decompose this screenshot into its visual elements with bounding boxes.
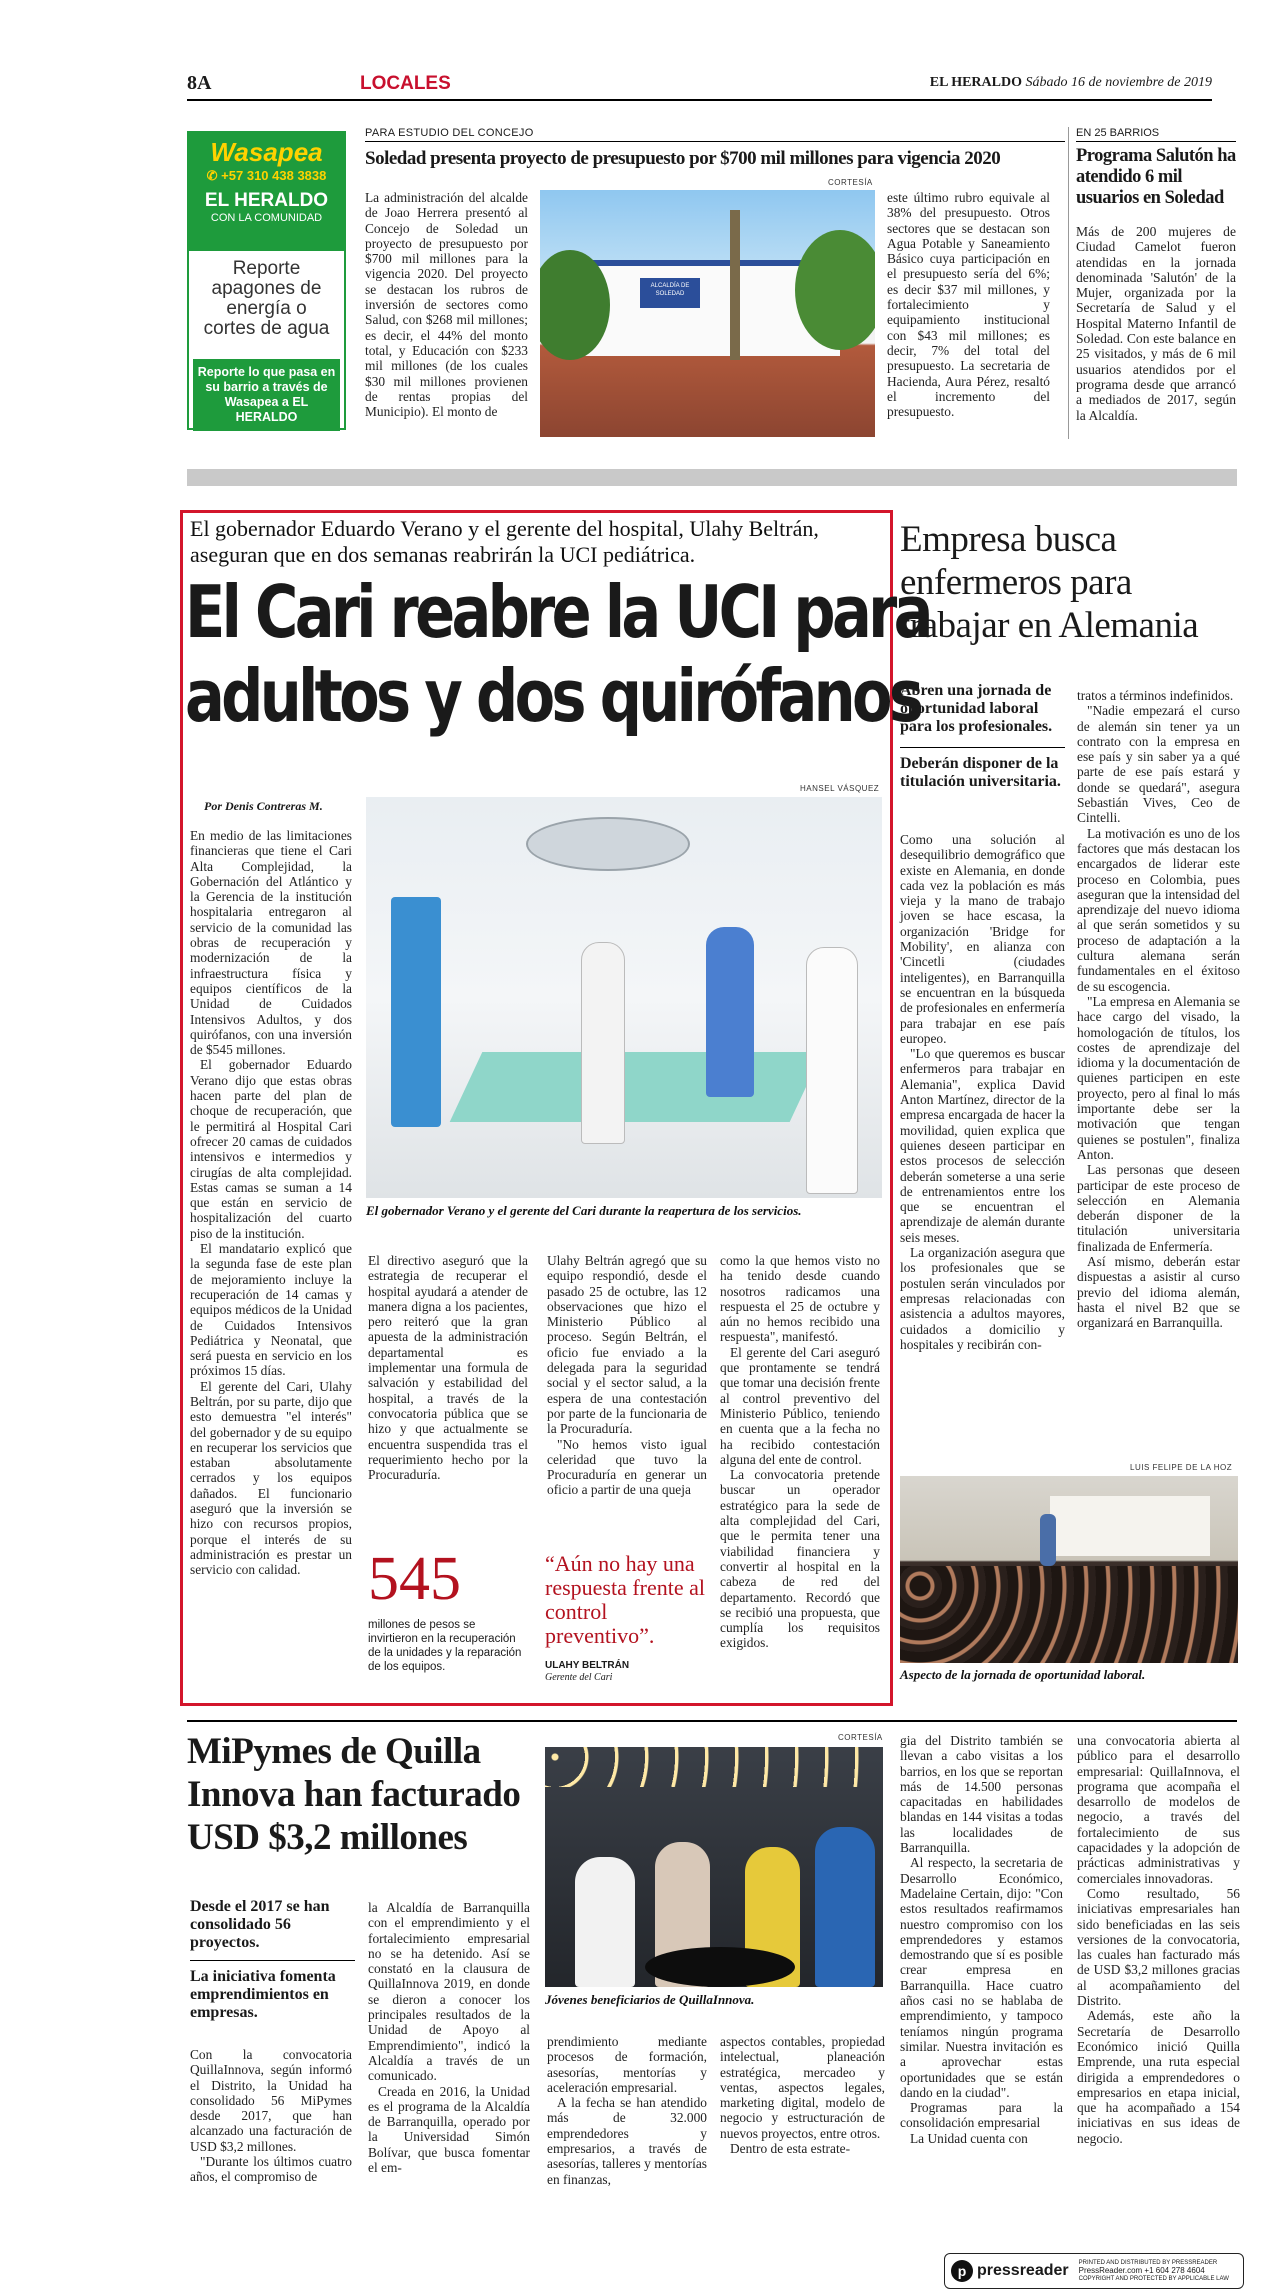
soledad-col-1: La administración del alcalde de Joao Herrera presentó al Concejo de Soledad un proyecto de presupuesto por $700 mil millones para la vigencia 2020. Del proyecto se destacan los rubros de inversión de sectores como Salud, con $268 mil millones; es decir, el 44% del monto total, y Educación con $233 mil millones (de los cuales $30 mil millones provienen de rentas propias del Municipio). El monto de [365, 190, 528, 420]
mipymes-headline: MiPymes de Quilla Innova han facturado USD $3,2 millones [187, 1731, 521, 1858]
cari-quote-name: ULAHY BELTRÁN [545, 1660, 630, 1671]
cari-col-3: Ulahy Beltrán agregó que su equipo respondió, desde el pasado 25 de octubre, las 12 observaciones que hizo el Ministerio Público al proceso. Según Beltrán, el oficio fue enviado a la delegada para la seguridad social y el sector salud, a la espera de una contestación por parte de la funcionaria de la Procuraduría. "No hemos visto igual celeridad que tuvo la Procuraduría en generar un oficio a partir de una queja [547, 1253, 707, 1498]
mipymes-col-2: la Alcaldía de Barranquilla con el emprendimiento y el fortalecimiento empresarial no se ha detenido. Así se constató en la clausura de QuillaInnova 2019, en donde se dieron a conocer los principales resultados de la Unidad de Apoyo al Emprendimiento", indicó la Alcaldía a través de un comunicado. Creada en 2016, la Unidad es el programa de la Alcaldía de Barranquilla, operado por la Universidad Simón Bolívar, que busca fomentar el em- [368, 1900, 530, 2176]
column-divider [1068, 127, 1069, 439]
wasapea-cta[interactable]: Reporte lo que pasa en su barrio a través de Wasapea a EL HERALDO [193, 359, 340, 431]
saluton-headline: Programa Salutón ha atendido 6 mil usuarios en Soledad [1076, 146, 1236, 208]
mipymes-col-3: prendimiento mediante procesos de formación, asesorías, mentorías y aceleración empresarial. A la fecha se han atendido más de 32.000 emprendedores y empresarios, a través de asesorías, talleres y mentorías en finanzas, [547, 2034, 707, 2187]
lights [545, 1747, 883, 1787]
wasapea-header [189, 133, 344, 251]
building-sign: ALCALDÍA DE SOLEDAD [640, 278, 700, 308]
page-number: 8A [187, 72, 212, 94]
mipymes-col-1: Con la convocatoria QuillaInnova, según informó el Distrito, la Unidad ha consolidado 56 MiPymes desde 2017, que han alcanzado una facturación de USD $3,2 millones. "Durante los últimos cuatro años, el compromiso de [190, 2047, 352, 2185]
dateline [930, 75, 1212, 91]
mipymes-credit: CORTESÍA [838, 1733, 883, 1742]
person-2 [706, 927, 754, 1097]
issue-date: Sábado 16 de noviembre de 2019 [1025, 75, 1212, 90]
paper-name: EL HERALDO [929, 75, 1022, 90]
wasapea-brand: EL HERALDO [204, 190, 329, 211]
mipymes-col-4: aspectos contables, propiedad intelectual, planeación estratégica, mercadeo y ventas, aspectos legales, marketing digital, modelo de negocio y estructuración de nuevos proyectos, entre otros. Dentro de esta estrate- [720, 2034, 885, 2157]
cari-stat-value: 545 [368, 1545, 461, 1613]
person-d [815, 1827, 875, 1987]
cari-headline-1: El Cari reabre la UCI para [185, 570, 930, 654]
alemania-deck-rule [900, 747, 1065, 748]
section-label: LOCALES [360, 73, 451, 94]
cari-deck: El gobernador Eduardo Verano y el gerente del hospital, Ulahy Beltrán, aseguran que en dos semanas reabrirán la UCI pediátrica. [190, 516, 819, 567]
cari-col-2: El directivo aseguró que la estrategia de recuperar el hospital ayudará a atender de manera digna a los pacientes, pero reiteró que la gran apuesta de la administración departamental es implementar una formula de salvación y estabilidad del hospital, a través de la convocatoria pública que se hizo y que actualmente se encuentra suspendida tras el requerimiento hecho por la Procuraduría. [368, 1253, 528, 1483]
cari-col-4: como la que hemos visto no ha tenido desde cuando nosotros radicamos una respuesta el 25 de octubre y aún no hemos recibido una respuesta", manifestó. El gerente del Cari aseguró que prontamente se tendrá que tomar una decisión frente al control preventivo del Ministerio Público, teniendo en cuenta que a la fecha no ha recibido contestación alguna del ente de control. La convocatoria pretende buscar un operador estratégico para la sede de alta complejidad del Cari, que le permita tener una viabilidad financiera y convertir al hospital en la cabeza de red del departamento. Recordó que se recibió una propuesta, que cumplía los requisitos exigidos. [720, 1253, 880, 1651]
saluton-body: Más de 200 mujeres de Ciudad Camelot fueron atendidas en la jornada denominada 'Salutón' de la Mujer, organizada por la Secretaría de Salud y el Hospital Materno Infantil de Soledad. Con este balance en 25 visitados, y más de 6 mil usuarios atendidos por el programa desde que arrancó a mediados de 2017, según la Alcaldía. [1076, 224, 1236, 423]
alemania-photo [900, 1476, 1238, 1663]
soledad-headline: Soledad presenta proyecto de presupuesto por $700 mil millones para vigencia 2020 [365, 148, 1001, 169]
cari-quote: “Aún no hay una respuesta frente al control preventivo”. [545, 1551, 706, 1648]
mipymes-col-6: una convocatoria abierta al público para el desarrollo empresarial: QuillaInnova, el programa que acompaña el desarrollo de modelos de negocio, a través del fortalecimiento de sus capacidades y la adopción de prácticas administrativas y comerciales innovadoras. Como resultado, 56 iniciativas empresariales han sido beneficiadas en las seis versiones de la convocatoria, las cuales han facturado más de USD $3,2 millones gracias al acompañamiento del Distrito. Además, este año la Secretaría de Desarrollo Económico inició Quilla Emprende, una ruta especial dirigida a emprendedores o empresarios en etapa inicial, que ha acompañado a 154 iniciativas en sus ideas de negocio. [1077, 1733, 1240, 2146]
alemania-caption: Aspecto de la jornada de oportunidad laboral. [900, 1667, 1146, 1682]
wasapea-box[interactable] [187, 131, 346, 430]
soledad-credit: CORTESÍA [828, 178, 873, 187]
wasapea-logo: Wasapea [210, 137, 323, 167]
cari-photo [366, 797, 882, 1198]
audience [900, 1566, 1238, 1663]
wasapea-report: Reporte apagones de energía o cortes de agua [203, 258, 330, 339]
mipymes-deck-1: Desde el 2017 se han consolidado 56 proyectos. [190, 1898, 330, 1951]
cocktail-table [645, 1947, 795, 1987]
soledad-col-2: este último rubro equivale al 38% del presupuesto. Otros sectores que se destacan son Agua Potable y Saneamiento Básico cuya participación en el presupuesto sería del 6%; es decir $37 mil millones, y fortalecimiento y equipamiento institucional con $43 mil millones; es decir, 7% del total del presupuesto. La secretaria de Hacienda, Aura Pérez, resaltó el incremento del presupuesto. [887, 190, 1050, 420]
cari-credit: HANSEL VÁSQUEZ [800, 784, 880, 793]
person-1 [581, 942, 625, 1144]
speaker [1040, 1514, 1056, 1566]
masthead-rule [187, 99, 1212, 101]
pressreader-logo-icon: p [951, 2260, 973, 2282]
person-a [575, 1857, 635, 1987]
mipymes-caption: Jóvenes beneficiarios de QuillaInnova. [545, 1992, 755, 2007]
saluton-rule [1076, 141, 1236, 142]
alemania-col-2: tratos a términos indefinidos. "Nadie empezará el curso de alemán sin tener ya un contrato con la empresa en ese país y sin saber ya a qué parte de ese país estará y donde se quedará", asegura Sebastián Vives, Ceo de Cintelli. La motivación es uno de los factores que más destacan los encargados de liderar este proceso en Colombia, pues aseguran que la intensidad del aprendizaje del nuevo idioma al que serán sometidos y su proceso de adaptación a la cultura alemana serán fundamentales en el éxitoso de su escogencia. "La empresa en Alemania se hace cargo del visado, la homologación de títulos, los costes de aprendizaje del idioma y la documentación de quienes participen en este proyecto, pero al final lo más importante debe ser la motivación que tengan quienes se postulen", finaliza Anton. Las personas que deseen participar de este proceso de selección en Alemania deberán disponer de la titulación universitaria finalizada de Enfermería. Así mismo, deberán estar dispuestas a asistir al curso previo del idioma alemán, hasta el nivel B2 que se organizará en Barranquilla. [1077, 688, 1240, 1331]
cari-stat-text: millones de pesos se invirtieron en la recuperación de la unidades y la reparación de los equipos. [368, 1619, 522, 1673]
alemania-deck-1: Abren una jornada de oportunidad laboral para los profesionales. [900, 682, 1053, 735]
cari-byline: Por Denis Contreras M. [204, 799, 323, 813]
alemania-col-1: Como una solución al desequilibrio demográfico que existe en Alemania, en donde cada vez la población es más vieja y la mano de trabajo joven se hace escasa, la organización 'Bridge for Mobility', en alianza con 'Cincetli (ciudades inteligentes), en Barranquilla se encuentran en la búsqueda de profesionales en enfermería para trabajar en ese país europeo. "Lo que queremos es buscar enfermeros para trabajar en Alemania", explica David Anton Martínez, director de la empresa encargada de hacer la movilidad, quien explica que quienes deseen participar en estos procesos de selección deberán someterse a una serie de entrenamientos entre los que se encuentran el aprendizaje de alemán durante seis meses. La organización asegura que los profesionales que se postulen serán vinculados por empresas relacionadas con asistencia a adultos mayores, cuidados a domicilio y hospitales y recibirán con- [900, 832, 1065, 1352]
cari-caption: El gobernador Verano y el gerente del Cari durante la reapertura de los servicios. [366, 1203, 802, 1218]
wasapea-phone: ✆ +57 310 438 3838 [206, 168, 327, 183]
alemania-credit: LUIS FELIPE DE LA HOZ [1130, 1463, 1233, 1472]
wasapea-brand-sub: CON LA COMUNIDAD [210, 212, 323, 224]
tree-right [795, 230, 875, 350]
alemania-headline: Empresa busca enfermeros para trabajar en Alemania [900, 519, 1199, 646]
mipymes-photo [545, 1747, 883, 1987]
pressreader-brand: pressreader [977, 2262, 1069, 2279]
alemania-deck-2: Deberán disponer de la titulación universitaria. [900, 755, 1061, 790]
mipymes-deck-2: La iniciativa fomenta emprendimientos en empresas. [190, 1968, 336, 2021]
gray-band [187, 469, 1237, 486]
cari-headline-2: adultos y dos quirófanos [185, 654, 921, 738]
palm [730, 210, 740, 360]
pressreader-legal: PRINTED AND DISTRIBUTED BY PRESSREADER PressReader.com +1 604 278 4604 COPYRIGHT AND PROTECTED BY APPLICABLE LAW [1078, 2260, 1229, 2282]
cari-quote-role: Gerente del Cari [545, 1672, 613, 1683]
monitor-cart [391, 897, 441, 1127]
projection-screen [1050, 1496, 1210, 1556]
mipymes-col-5: gia del Distrito también se llevan a cabo visitas a los barrios, en los que se reportan más de 14.500 personas capacitadas en habilidades blandas en 144 visitas a todas las localidades de Barranquilla. Al respecto, la secretaria de Desarrollo Económico, Madelaine Certain, dijo: "Con estos resultados reafirmamos nuestro compromiso con los emprendedores y estamos demostrando que sí es posible crear empresa en Barranquilla. Hace cuatro años casi no se hablaba de emprendimiento, y tampoco teníamos ningún programa similar. Nuestra invitación es a aprovechar estas oportunidades que se están dando en la ciudad". Programas para la consolidación empresarial La Unidad cuenta con [900, 1733, 1063, 2146]
soledad-rule [365, 141, 1065, 142]
pressreader-badge[interactable] [944, 2253, 1244, 2289]
bottom-section-rule [187, 1720, 1237, 1722]
whatsapp-icon: ✆ [206, 168, 218, 183]
soledad-kicker: PARA ESTUDIO DEL CONCEJO [365, 127, 534, 139]
cari-col-1: En medio de las limitaciones financieras que tiene el Cari Alta Complejidad, la Gobernación del Atlántico y la Gerencia de la institución hospitalaria entregaron al servicio de la comunidad las obras de recuperación y modernización de la infraestructura física y equipos científicos de la Unidad de Cuidados Intensivos Adultos, y dos quirófanos, con una inversión de $545 millones. El gobernador Eduardo Verano dijo que estas obras hacen parte del plan de choque de recuperación, que le permitirá al Hospital Cari ofrecer 20 camas de cuidados intensivos e intermedios y cirugías de alta complejidad. Estas camas se suman a 14 que están en servicio de hospitalización del cuarto piso de la institución. El mandatario explicó que la segunda fase de este plan de mejoramiento incluye la recuperación de 14 camas y equipos médicos de la Unidad de Cuidados Intensivos Pediátrica y Neonatal, que será puesta en servicio en los próximos 15 días. El gerente del Cari, Ulahy Beltrán, por su parte, dijo que esto demuestra "el interés" del gobernador y de su equipo en recuperar los servicios que estaban absolutamente cerrados y los equipos dañados. El funcionario aseguró que la inversión se hizo con recursos propios, porque el interés de su administración es prestar un servicio con calidad. [190, 828, 352, 1578]
saluton-kicker: EN 25 BARRIOS [1076, 127, 1160, 139]
mipymes-deck-rule [190, 1960, 355, 1961]
soledad-photo [540, 190, 875, 437]
person-3 [806, 947, 858, 1194]
surgical-lamp [526, 817, 690, 871]
operating-table [450, 1052, 823, 1122]
